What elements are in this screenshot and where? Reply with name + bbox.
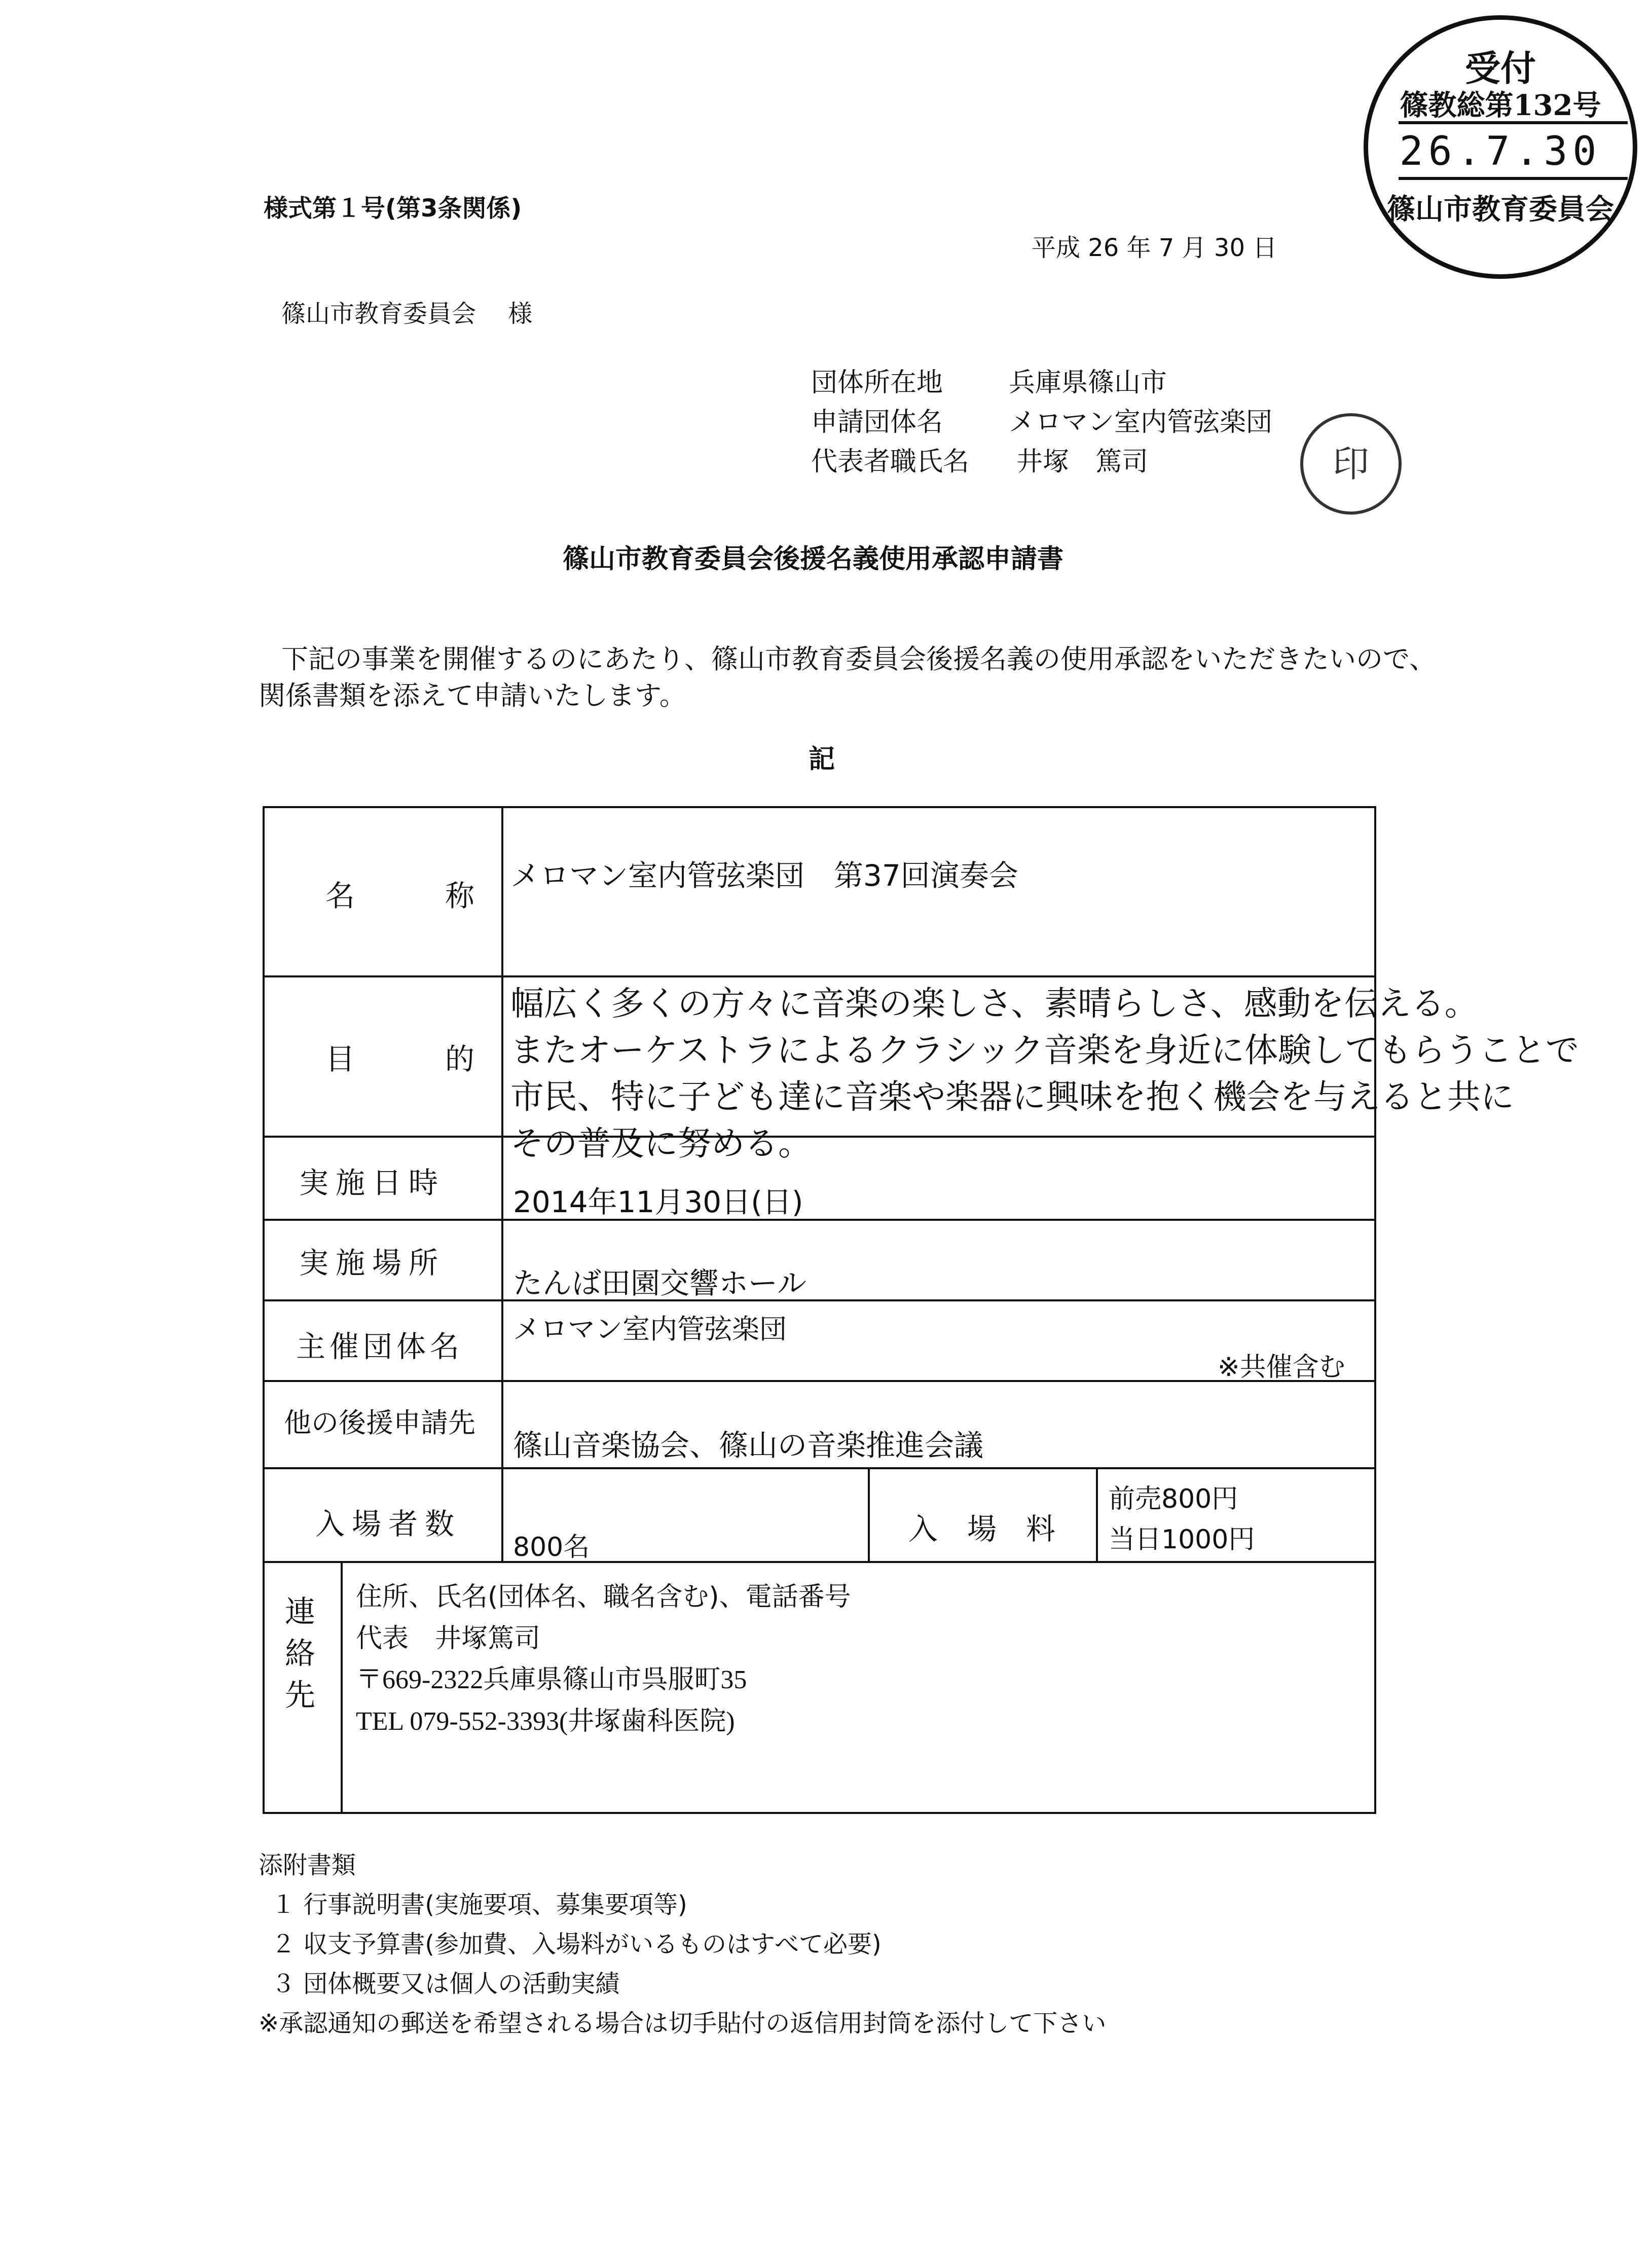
organizer-note: ※共催含む [1218, 1352, 1345, 1383]
purpose-line: その普及に努める。 [510, 1124, 812, 1163]
purpose-line: 幅広く多くの方々に音楽の楽しさ、素晴らしさ、感動を伝える。 [510, 984, 1478, 1023]
representative-label: 代表者職氏名 [811, 447, 970, 477]
contact-line: 〒669-2322兵庫県篠山市呉服町35 [356, 1665, 747, 1694]
column-divider [1096, 1467, 1098, 1561]
column-divider [341, 1561, 343, 1814]
form-number: 様式第１号(第3条関係) [264, 194, 522, 223]
stamp-number: 篠教総第132号 [1400, 89, 1601, 122]
other-sponsors-label: 他の後援申請先 [284, 1407, 475, 1439]
attachment-item: ３ 団体概要又は個人の活動実績 [271, 1970, 620, 1998]
row-divider [265, 1467, 1376, 1469]
date-label: 実施日時 [299, 1166, 446, 1200]
name-label: 名 称 [325, 879, 505, 913]
fee-label: 入 場 料 [908, 1512, 1056, 1546]
row-divider [265, 1380, 1376, 1382]
organizer-label: 主催団体名 [296, 1329, 464, 1364]
attachments-heading: 添附書類 [259, 1851, 356, 1879]
addressee: 篠山市教育委員会 様 [281, 300, 533, 328]
organizer-value: メロマン室内管弦楽団 [513, 1313, 787, 1345]
stamp-office: 篠山市教育委員会 [1387, 193, 1614, 226]
attachment-item: ２ 収支予算書(参加費、入場料がいるものはすべて必要) [271, 1930, 882, 1958]
row-divider [265, 1561, 1376, 1563]
row-divider [265, 1219, 1376, 1221]
stamp-received: 受付 [1465, 47, 1536, 89]
attendance-label: 入場者数 [315, 1507, 462, 1541]
intro-line-1: 下記の事業を開催するのにあたり、篠山市教育委員会後援名義の使用承認をいただきたいので、 [281, 644, 1436, 675]
reception-stamp [1364, 15, 1637, 279]
group-label: 申請団体名 [811, 407, 943, 438]
representative-value: 井塚 篤司 [1016, 447, 1149, 477]
purpose-line: 市民、特に子ども達に音楽や楽器に興味を抱く機会を与えると共に [510, 1077, 1514, 1116]
intro-line-2: 関係書類を添えて申請いたします。 [259, 680, 686, 711]
column-divider [868, 1467, 870, 1561]
contact-line: 住所、氏名(団体名、職名含む)、電話番号 [356, 1582, 851, 1612]
attachment-item: １ 行事説明書(実施要項、募集要項等) [271, 1891, 687, 1919]
purpose-text [510, 980, 1579, 1167]
ki-marker: 記 [809, 744, 835, 775]
application-date: 平成 26 年 7 月 30 日 [1032, 234, 1277, 262]
stamp-divider [1399, 177, 1628, 180]
location-value: 兵庫県篠山市 [1009, 368, 1167, 398]
contact-line: 代表 井塚篤司 [356, 1623, 541, 1654]
row-divider [265, 975, 1376, 977]
purpose-line: またオーケストラによるクラシック音楽を身近に体験してもらうことで [510, 1031, 1580, 1070]
group-value: メロマン室内管弦楽団 [1009, 407, 1273, 438]
other-sponsors-value: 篠山音楽協会、篠山の音楽推進会議 [513, 1428, 984, 1463]
purpose-label: 目 的 [325, 1042, 505, 1076]
row-divider [265, 1299, 1376, 1301]
name-value: メロマン室内管弦楽団 第37回演奏会 [510, 858, 1018, 893]
location-label: 団体所在地 [811, 368, 943, 398]
details-table [263, 806, 1580, 1814]
contact-block [356, 1576, 851, 1742]
date-value: 2014年11月30日(日) [513, 1185, 803, 1219]
fee-door: 当日1000円 [1109, 1524, 1255, 1555]
stamp-date: 26.7.30 [1399, 129, 1602, 174]
contact-label: 連絡先 [285, 1594, 315, 1713]
fee-advance: 前売800円 [1109, 1484, 1238, 1514]
contact-line: TEL 079-552-3393(井塚歯科医院) [356, 1707, 735, 1736]
stamp-divider [1399, 121, 1628, 124]
attachment-note: ※承認通知の郵送を希望される場合は切手貼付の返信用封筒を添付して下さい [259, 2009, 1107, 2038]
venue-value: たんば田園交響ホール [513, 1266, 806, 1300]
venue-label: 実施場所 [299, 1246, 446, 1280]
personal-seal: 印 [1300, 413, 1402, 515]
column-divider [501, 808, 503, 1561]
document-title: 篠山市教育委員会後援名義使用承認申請書 [563, 544, 1064, 574]
attendance-value: 800名 [513, 1532, 590, 1563]
